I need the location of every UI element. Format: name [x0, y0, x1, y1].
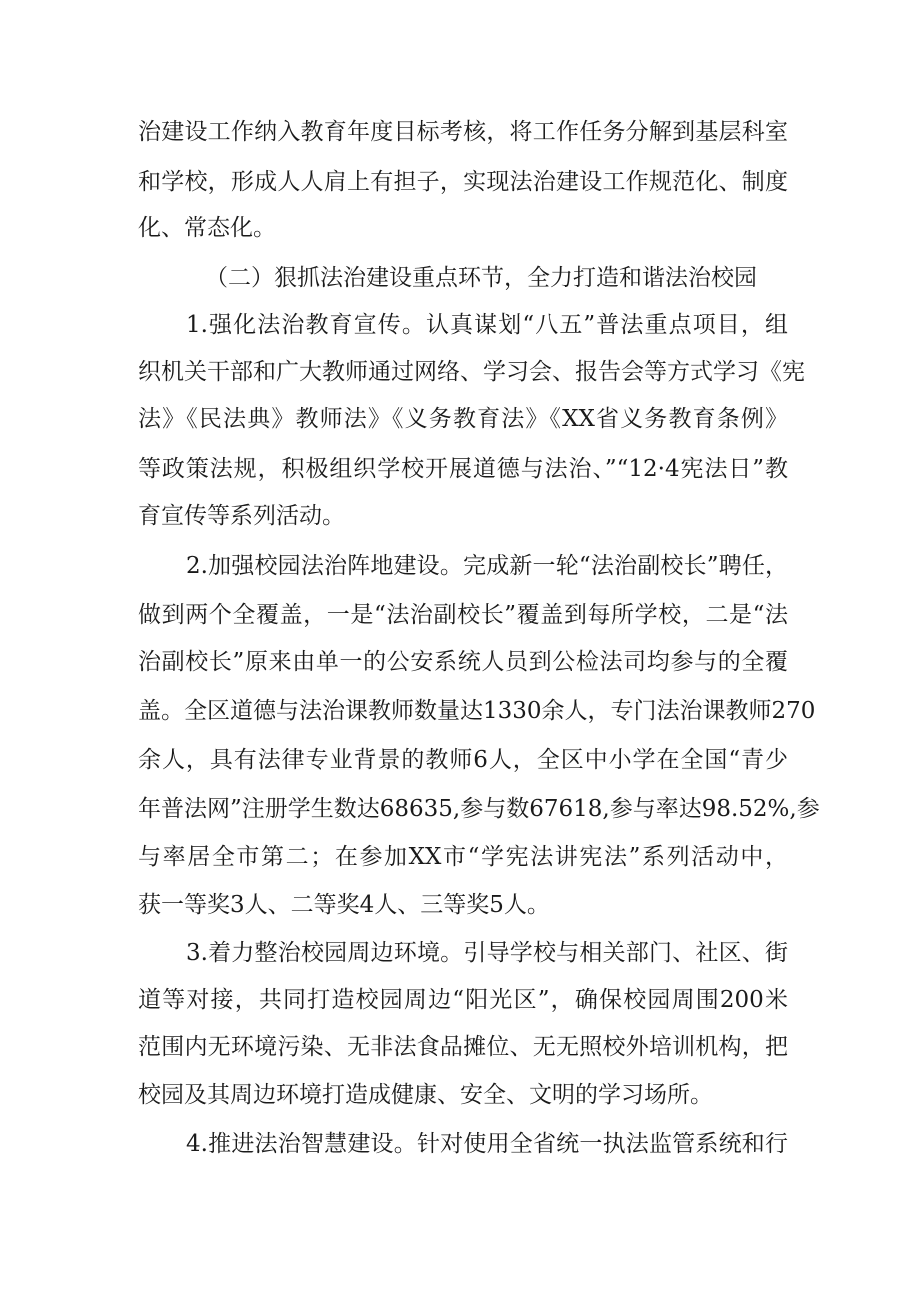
- paragraph-line: 盖。全区道德与法治课教师数量达1330余人，专门法治课教师270: [138, 698, 816, 724]
- paragraph-line: 法》《民法典》教师法》《义务教育法》《XX省义务教育条例》: [138, 406, 788, 432]
- paragraph-line: 校园及其周边环境打造成健康、安全、文明的学习场所。: [138, 1082, 713, 1108]
- paragraph-line: 与率居全市第二；在参加XX市“学宪法讲宪法”系列活动中，: [138, 844, 788, 870]
- paragraph-line: 治建设工作纳入教育年度目标考核，将工作任务分解到基层科室: [138, 119, 788, 145]
- paragraph-line: 化、常态化。: [138, 215, 276, 241]
- paragraph-line: 育宣传等系列活动。: [138, 503, 345, 529]
- paragraph-line: 1.强化法治教育宣传。认真谋划“八五”普法重点项目，组: [186, 312, 788, 338]
- section-heading: （二）狠抓法治建设重点环节，全力打造和谐法治校园: [205, 265, 757, 291]
- paragraph-line: 4.推进法治智慧建设。针对使用全省统一执法监管系统和行: [186, 1131, 788, 1157]
- paragraph-line: 做到两个全覆盖，一是“法治副校长”覆盖到每所学校，二是“法: [138, 602, 788, 628]
- paragraph-line: 等政策法规，积极组织学校开展道德与法治、”“12·4宪法日”教: [138, 456, 788, 482]
- paragraph-line: 2.加强校园法治阵地建设。完成新一轮“法治副校长”聘任，: [186, 553, 788, 579]
- paragraph-line: 年普法网”注册学生数达68635,参与数67618,参与率达98.52%,参: [138, 796, 820, 822]
- paragraph-line: 织机关干部和广大教师通过网络、学习会、报告会等方式学习《宪: [138, 359, 805, 385]
- paragraph-line: 3.着力整治校园周边环境。引导学校与相关部门、社区、街: [186, 940, 788, 966]
- paragraph-line: 余人，具有法律专业背景的教师6人，全区中小学在全国“青少: [138, 747, 788, 773]
- paragraph-line: 道等对接，共同打造校园周边“阳光区”，确保校园周围200米: [138, 987, 788, 1013]
- paragraph-line: 和学校，形成人人肩上有担子，实现法治建设工作规范化、制度: [138, 169, 788, 195]
- paragraph-line: 范围内无环境污染、无非法食品摊位、无无照校外培训机构，把: [138, 1034, 788, 1060]
- paragraph-line: 治副校长”原来由单一的公安系统人员到公检法司均参与的全覆: [138, 649, 788, 675]
- paragraph-line: 获一等奖3人、二等奖4人、三等奖5人。: [138, 892, 550, 918]
